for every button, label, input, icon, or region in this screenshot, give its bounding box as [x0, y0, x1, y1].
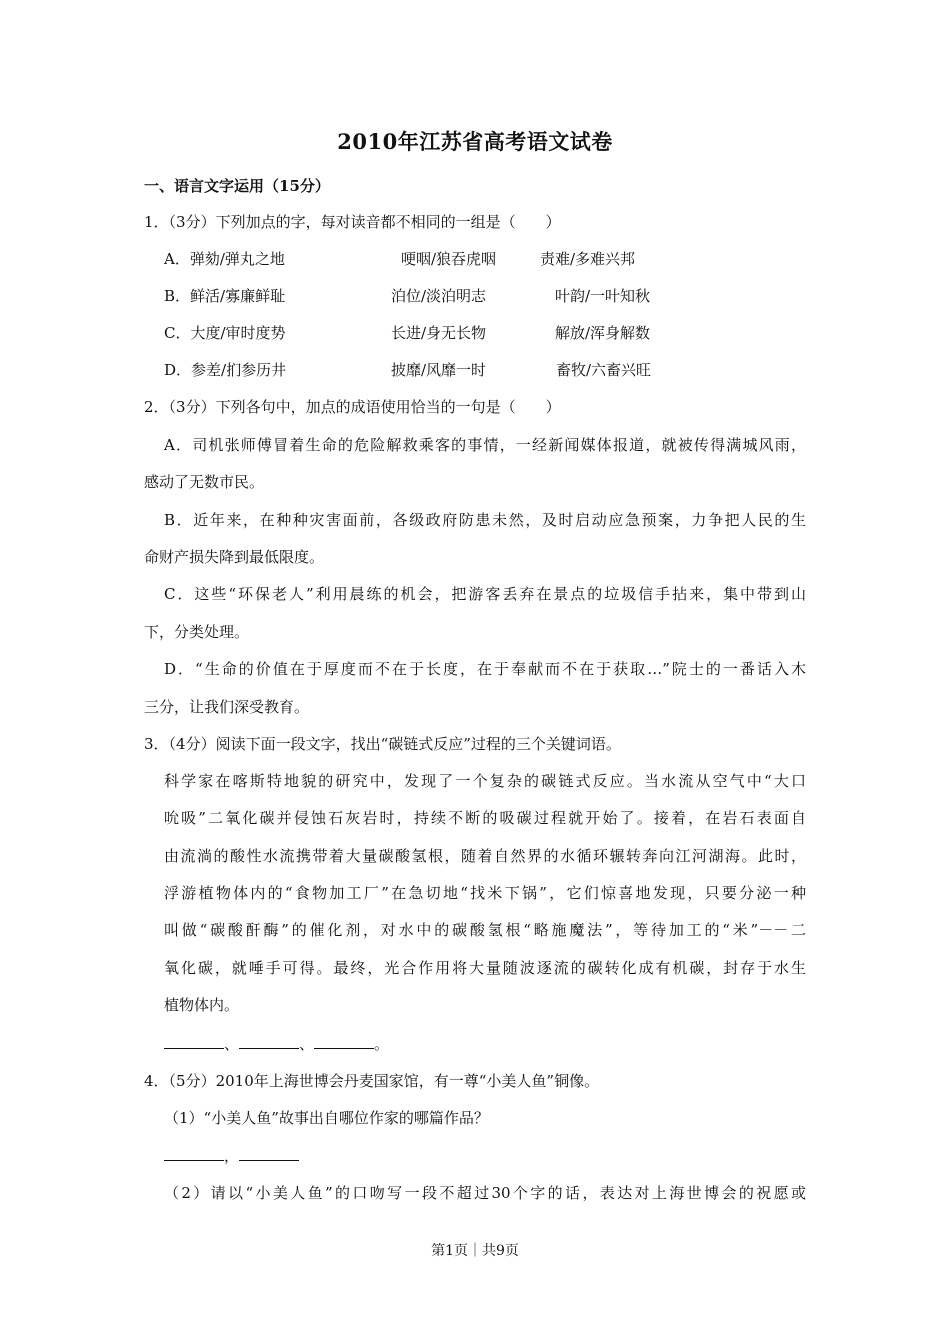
q3-passage-line: 由流淌的酸性水流携带着大量碳酸氢根，随着自然界的水循环辗转奔向江河湖海。此时， — [164, 847, 806, 865]
q4-answer-blanks — [164, 1146, 299, 1166]
q3-passage-line: 浮游植物体内的“食物加工厂”在急切地“找米下锅”，它们惊喜地发现，只要分泌一种 — [164, 884, 806, 902]
question-1-stem: 1．（3分）下列加点的字，每对读音都不相同的一组是（ ） — [144, 213, 561, 231]
page-title: 2010年江苏省高考语文试卷 — [337, 129, 613, 154]
q2-option-c: C．这些“环保老人”利用晨练的机会，把游客丢弃在景点的垃圾信手拈来，集中带到山 — [164, 585, 806, 603]
q3-passage-line: 叫做“碳酸酐酶”的催化剂，对水中的碳酸氢根“略施魔法”，等待加工的“米”－－二 — [164, 921, 806, 939]
q3-passage-line: 吮吸”二氧化碳并侵蚀石灰岩时，持续不断的吸碳过程就开始了。接着，在岩石表面自 — [164, 809, 806, 827]
option-text: C．大度/审时度势 — [164, 324, 286, 342]
question-2-stem: 2．（3分）下列各句中，加点的成语使用恰当的一句是（ ） — [144, 398, 561, 416]
option-text: 披靡/风靡一时 — [391, 361, 487, 379]
option-text: 泊位/淡泊明志 — [391, 287, 487, 305]
option-text: B．鲜活/寡廉鲜耻 — [164, 287, 286, 305]
q3-passage-line: 科学家在喀斯特地貌的研究中，发现了一个复杂的碳链式反应。当水流从空气中“大口 — [164, 772, 806, 790]
option-text: 长进/身无长物 — [391, 324, 487, 342]
option-text: 责难/多难兴邦 — [540, 250, 636, 268]
q4-subquestion-1: （1）“小美人鱼”故事出自哪位作家的哪篇作品？ — [164, 1109, 489, 1127]
question-4-stem: 4．（5分）2010年上海世博会丹麦国家馆，有一尊“小美人鱼”铜像。 — [144, 1072, 600, 1090]
q3-passage-line: 植物体内。 — [164, 996, 240, 1014]
answer-blank[interactable] — [314, 1034, 374, 1049]
option-text: D．参差/扪参历井 — [164, 361, 287, 379]
q2-option-a-cont: 感动了无数市民。 — [144, 473, 265, 491]
separator: 、 — [299, 1035, 315, 1053]
separator: 。 — [374, 1035, 390, 1053]
section-heading: 一、语言文字运用（15分） — [144, 177, 330, 195]
answer-blank[interactable] — [164, 1146, 224, 1161]
q4-subquestion-2: （2）请以“小美人鱼”的口吻写一段不超过30个字的话，表达对上海世博会的祝愿或 — [164, 1184, 806, 1202]
option-text: 叶韵/一叶知秋 — [555, 287, 651, 305]
q2-option-d-cont: 三分，让我们深受教育。 — [144, 698, 310, 716]
q3-answer-blanks — [164, 1034, 389, 1054]
answer-blank[interactable] — [239, 1146, 299, 1161]
q2-option-a: A．司机张师傅冒着生命的危险解救乘客的事情，一经新闻媒体报道，就被传得满城风雨， — [164, 436, 806, 454]
option-text: 畜牧/六畜兴旺 — [556, 361, 652, 379]
separator: 、 — [224, 1035, 240, 1053]
question-3-stem: 3．（4分）阅读下面一段文字，找出“碳链式反应”过程的三个关键词语。 — [144, 735, 621, 753]
answer-blank[interactable] — [164, 1034, 224, 1049]
q2-option-b: B．近年来，在种种灾害面前，各级政府防患未然，及时启动应急预案，力争把人民的生 — [164, 511, 806, 529]
option-text: 哽咽/狼吞虎咽 — [401, 250, 497, 268]
q2-option-b-cont: 命财产损失降到最低限度。 — [144, 548, 325, 566]
separator: ， — [224, 1147, 240, 1165]
answer-blank[interactable] — [239, 1034, 299, 1049]
q3-passage-line: 氧化碳，就唾手可得。最终，光合作用将大量随波逐流的碳转化成有机碳，封存于水生 — [164, 959, 806, 977]
page-footer: 第1页｜共9页 — [431, 1243, 519, 1259]
q2-option-c-cont: 下，分类处理。 — [144, 623, 250, 641]
option-text: A．弹劾/弹丸之地 — [164, 250, 285, 268]
q2-option-d: D．“生命的价值在于厚度而不在于长度，在于奉献而不在于获取…”院士的一番话入木 — [164, 660, 806, 678]
option-text: 解放/浑身解数 — [555, 324, 651, 342]
